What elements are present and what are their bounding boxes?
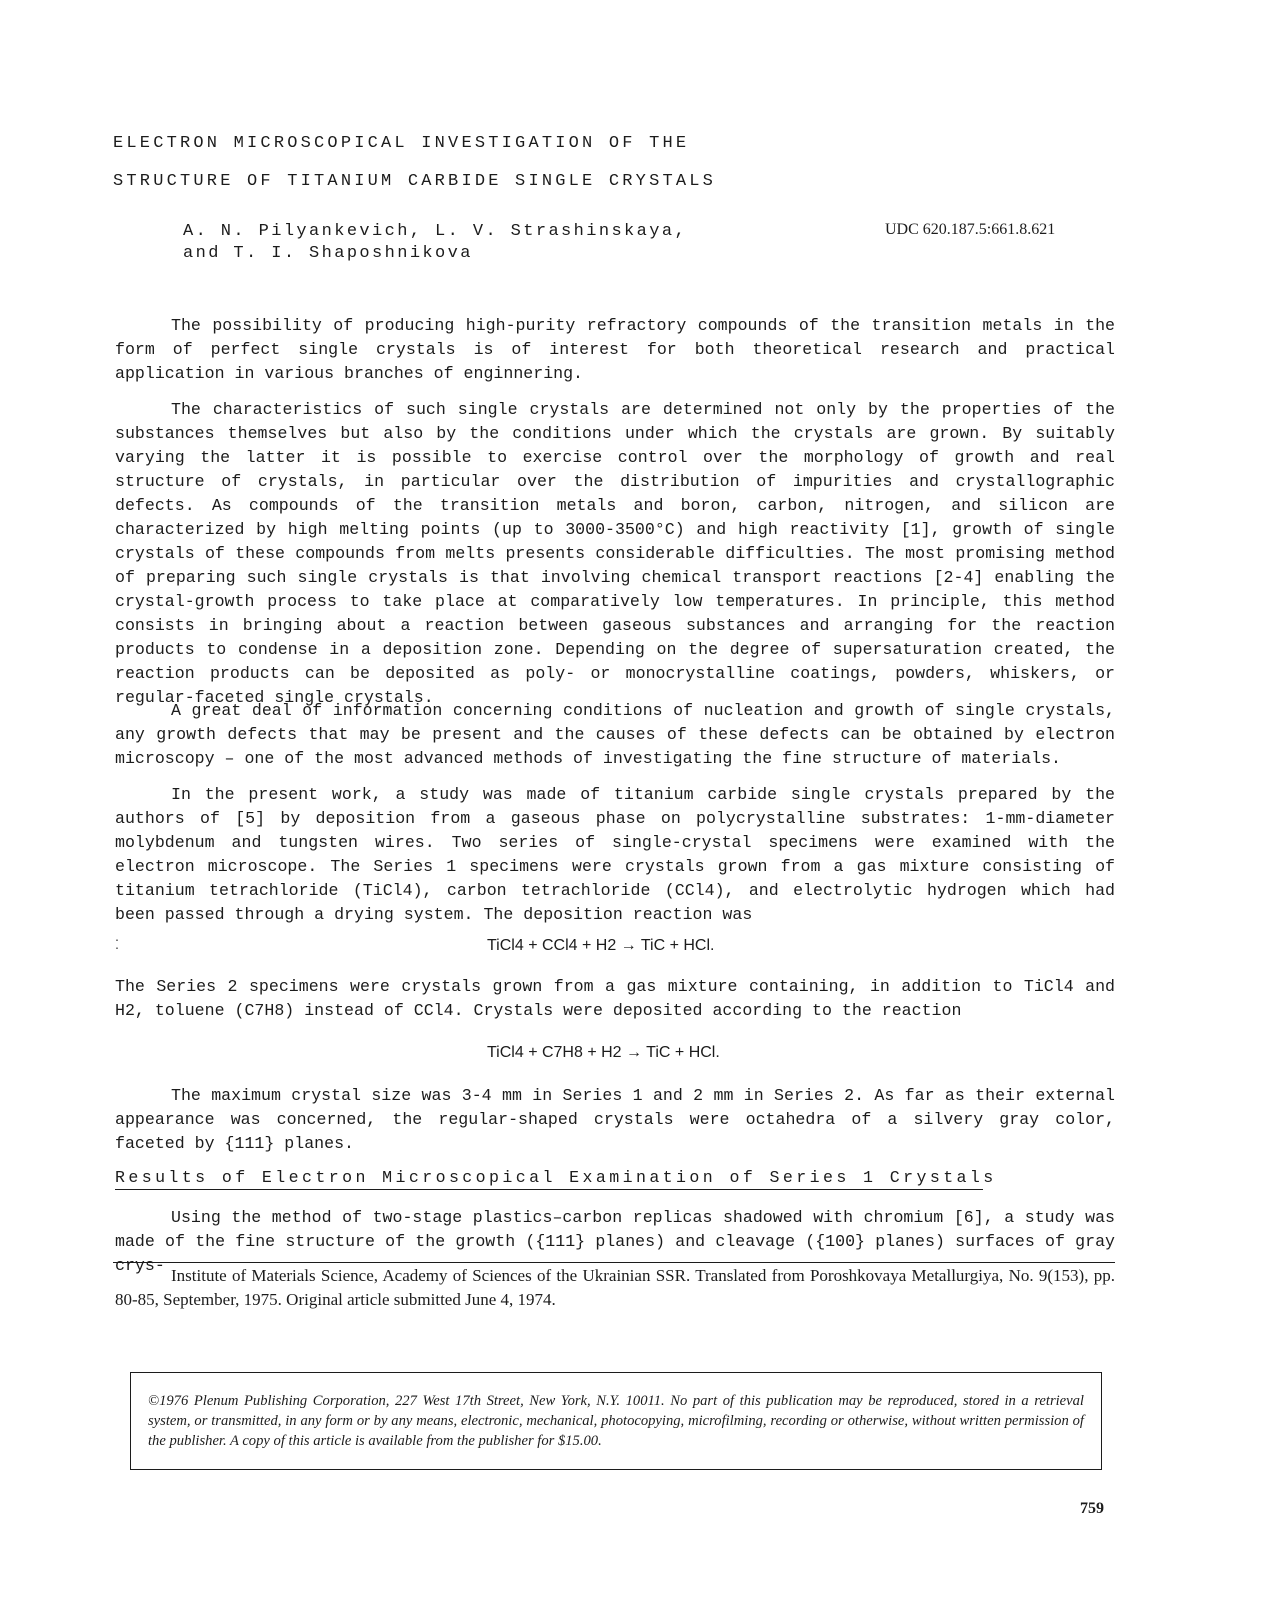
- intro-paragraph: [115, 314, 1115, 386]
- paragraph-4: In the present work, a study was made of titanium carbide single crystals prepared by the authors of [5] by deposition from a gaseous phase on polycrystalline substrates: 1-mm-diameter molybdenum and tungsten wires. Two series of single-crystal specimens were examined with the electron microscope. The Series 1 specimens were crystals grown from a gas mixture consisting of titanium tetrachloride (TiCl4), carbon tetrachloride (CCl4), and electrolytic hydrogen which had been passed through a drying system. The deposition reaction was: [115, 785, 1115, 924]
- equation-1-text: TiCl4 + CCl4 + H2 → TiC + HCl.: [487, 937, 715, 954]
- margin-mark: · ·: [114, 936, 121, 955]
- copyright-text: ©1976 Plenum Publishing Corporation, 227 West 17th Street, New York, N.Y. 10011. No part of this publication may be reproduced, stored in a retrieval system, or transmitted, in any form or by any means, electronic, mechanical, photocopying, microfilming, recording or otherwise, without written permission of the publisher. A copy of this article is available from the publisher for $15.00.: [148, 1393, 1084, 1449]
- characteristics-section: [115, 398, 1115, 710]
- paragraph-3: A great deal of information concerning conditions of nucleation and growth of single crystals, any growth defects that may be present and the causes of these defects can be obtained by electron microscopy – one of the most advanced methods of investigating the fine structure of materials.: [115, 701, 1115, 768]
- paragraph-series-2: The Series 2 specimens were crystals grown from a gas mixture containing, in addition to TiCl4 and H2, toluene (C7H8) instead of CCl4. Crystals were deposited according to the reaction: [115, 977, 1115, 1020]
- paragraph-results: Using the method of two-stage plastics–carbon replicas shadowed with chromium [6], a study was made of the fine structure of the growth ({111} planes) and cleavage ({100} planes) surfaces of gray crys-: [115, 1208, 1115, 1275]
- footnote-text: Institute of Materials Science, Academy of Sciences of the Ukrainian SSR. Translated from Poroshkovaya Metallurgiya, No. 9(153), pp. 80-85, September, 1975. Original article submitted June 4, 1974.: [115, 1266, 1115, 1309]
- footnote: [115, 1264, 1115, 1312]
- section-heading: Results of Electron Microscopical Examination of Series 1 Crystals: [115, 1168, 983, 1190]
- copyright-box: [130, 1372, 1102, 1470]
- series-2-section: [115, 975, 1115, 1023]
- equation-2-text: TiCl4 + C7H8 + H2 → TiC + HCl.: [487, 1044, 720, 1061]
- present-work-section: [115, 783, 1115, 927]
- authors: A. N. Pilyankevich, L. V. Strashinskaya, and T. I. Shaposhnikova: [183, 222, 688, 263]
- footnote-divider: [113, 1262, 1115, 1263]
- paragraph-1: The possibility of producing high-purity refractory compounds of the transition metals in the form of perfect single crystals is of interest for both theoretical research and practical application in various branches of enginnering.: [115, 316, 1115, 383]
- equation-1: [487, 937, 714, 955]
- article-title-line-2: STRUCTURE OF TITANIUM CARBIDE SINGLE CRYSTALS: [113, 172, 717, 191]
- paragraph-size: The maximum crystal size was 3-4 mm in Series 1 and 2 mm in Series 2. As far as their external appearance was concerned, the regular-shaped crystals were octahedra of a silvery gray color, faceted by {111} planes.: [115, 1086, 1115, 1153]
- electron-microscopy-section: [115, 699, 1115, 771]
- equation-2: [487, 1044, 720, 1062]
- udc-code: UDC 620.187.5:661.8.621: [885, 221, 1056, 238]
- crystal-size-section: [115, 1084, 1115, 1156]
- page-number: 759: [1080, 1500, 1104, 1517]
- article-title-line-1: ELECTRON MICROSCOPICAL INVESTIGATION OF THE: [113, 134, 690, 153]
- paragraph-2: The characteristics of such single crystals are determined not only by the properties of the substances themselves but also by the conditions under which the crystals are grown. By suitably varying the latter it is possible to exercise control over the morphology of growth and real structure of crystals, in particular over the distribution of impurities and crystallographic defects. As compounds of the transition metals and boron, carbon, nitrogen, and silicon are characterized by high melting points (up to 3000-3500°C) and high reactivity [1], growth of single crystals of these compounds from melts presents considerable difficulties. The most promising method of preparing such single crystals is that involving chemical transport reactions [2-4] enabling the crystal-growth process to take place at comparatively low temperatures. In principle, this method consists in bringing about a reaction between gaseous substances and arranging for the reaction products to condense in a deposition zone. Depending on the degree of supersaturation created, the reaction products can be deposited as poly- or monocrystalline coatings, powders, whiskers, or regular-faceted single crystals.: [115, 400, 1115, 707]
